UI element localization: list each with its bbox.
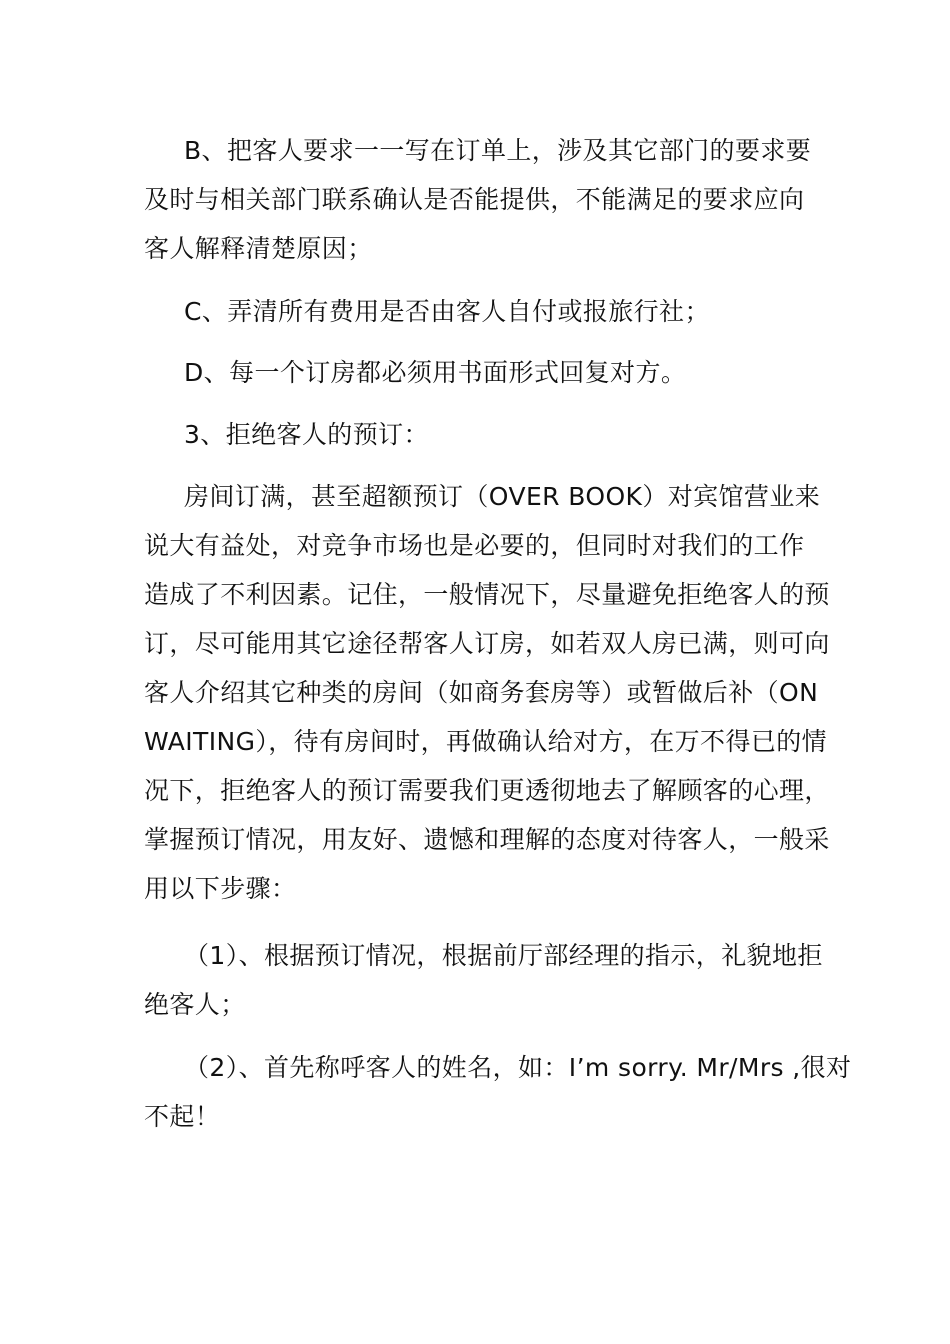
text-line: 说大有益处，对竞争市场也是必要的，但同时对我们的工作 bbox=[144, 531, 805, 560]
text-line: 绝客人； bbox=[144, 990, 246, 1019]
text-line: （1）、根据预订情况，根据前厅部经理的指示，礼貌地拒 bbox=[184, 941, 823, 970]
text-line: 客人解释清楚原因； bbox=[144, 234, 373, 263]
text-line: 造成了不利因素。记住，一般情况下，尽量避免拒绝客人的预 bbox=[144, 580, 830, 609]
text-line: D、每一个订房都必须用书面形式回复对方。 bbox=[184, 358, 687, 387]
paragraph-item-b bbox=[144, 126, 814, 273]
text-line: 3、拒绝客人的预订： bbox=[184, 420, 429, 449]
text-line: 房间订满，甚至超额预订（OVER BOOK）对宾馆营业来 bbox=[184, 482, 821, 511]
paragraph-item-c bbox=[144, 287, 814, 336]
text-line: 订，尽可能用其它途径帮客人订房，如若双人房已满，则可向 bbox=[144, 629, 830, 658]
text-line: （2）、首先称呼客人的姓名，如：I’m sorry. Mr/Mrs ,很对 bbox=[184, 1053, 852, 1082]
text-line: 况下，拒绝客人的预订需要我们更透彻地去了解顾客的心理， bbox=[144, 776, 830, 805]
text-line: 及时与相关部门联系确认是否能提供，不能满足的要求应向 bbox=[144, 185, 805, 214]
paragraph-item-d bbox=[144, 348, 814, 397]
text-line: 掌握预订情况，用友好、遗憾和理解的态度对待客人，一般采 bbox=[144, 825, 830, 854]
text-line: WAITING），待有房间时，再做确认给对方，在万不得已的情 bbox=[144, 727, 828, 756]
text-line: 不起！ bbox=[144, 1102, 221, 1131]
section-heading-3 bbox=[144, 410, 814, 459]
text-line: B、把客人要求一一写在订单上，涉及其它部门的要求要 bbox=[184, 136, 812, 165]
paragraph-step-1 bbox=[144, 931, 823, 1029]
text-line: 用以下步骤： bbox=[144, 874, 297, 903]
paragraph-body bbox=[144, 472, 830, 913]
paragraph-step-2 bbox=[144, 1043, 852, 1141]
text-line: 客人介绍其它种类的房间（如商务套房等）或暂做后补（ON bbox=[144, 678, 819, 707]
text-line: C、弄清所有费用是否由客人自付或报旅行社； bbox=[184, 297, 710, 326]
